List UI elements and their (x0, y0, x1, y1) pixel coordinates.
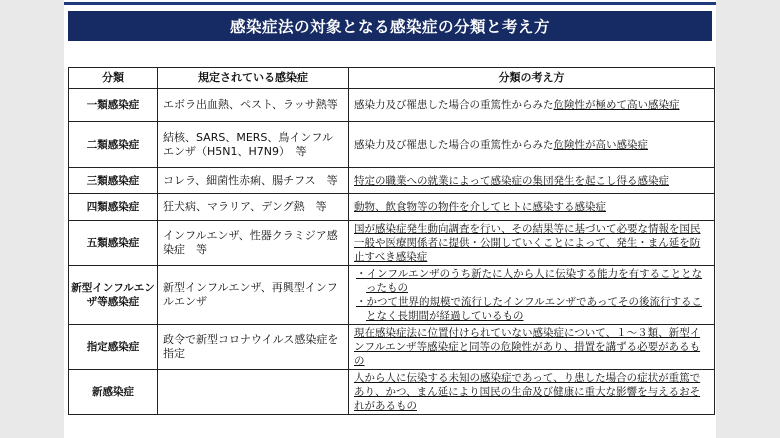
category-cell: 二類感染症 (69, 122, 158, 168)
classification-table (68, 67, 715, 415)
concept-bullet: ・かつて世界的規模で流行したインフルエンザであってその後流行することなく長期間が経過しているもの (356, 296, 702, 322)
category-cell: 新感染症 (69, 370, 158, 415)
table-row (69, 370, 715, 415)
page-title: 感染症法の対象となる感染症の分類と考え方 (229, 18, 550, 36)
concept-cell (349, 122, 715, 168)
concept-text: 感染力及び罹患した場合の重篤性からみた (354, 138, 554, 151)
concept-cell (349, 266, 715, 325)
concept-cell: 動物、飲食物等の物件を介してヒトに感染する感染症 (349, 194, 715, 221)
category-cell: 新型インフルエンザ等感染症 (69, 266, 158, 325)
header-concept: 分類の考え方 (349, 68, 715, 89)
concept-text: 感染力及び罹患した場合の重篤性からみた (354, 99, 554, 111)
category-cell: 三類感染症 (69, 168, 158, 194)
diseases-cell (158, 370, 349, 415)
concept-cell (349, 89, 715, 122)
table-row (69, 221, 715, 266)
slide (64, 0, 716, 438)
concept-bullet: ・インフルエンザのうち新たに人から人に伝染する能力を有することとなったもの (356, 268, 703, 294)
category-cell: 五類感染症 (69, 221, 158, 266)
concept-cell: 人から人に伝染する未知の感染症であって、り患した場合の症状が重篤であり、かつ、まん延により国民の生命及び健康に重大な影響を与えるおそれがあるもの (349, 370, 715, 415)
diseases-cell: インフルエンザ、性器クラミジア感染症 等 (158, 221, 349, 266)
table-row (69, 168, 715, 194)
table-row (69, 325, 715, 370)
table-header-row (69, 68, 715, 89)
diseases-cell: エボラ出血熱、ペスト、ラッサ熱等 (158, 89, 349, 122)
title-banner (68, 11, 712, 41)
table-row (69, 122, 715, 168)
concept-cell: 現在感染症法に位置付けられていない感染症について、１～３類、新型インフルエンザ等感染症と同等の危険性があり、措置を講ずる必要があるもの (349, 325, 715, 370)
diseases-cell: コレラ、細菌性赤痢、腸チフス 等 (158, 168, 349, 194)
diseases-cell: 結核、SARS、MERS、鳥インフルエンザ（H5N1、H7N9） 等 (158, 122, 349, 168)
header-diseases: 規定されている感染症 (158, 68, 349, 89)
concept-cell: 国が感染症発生動向調査を行い、その結果等に基づいて必要な情報を国民一般や医療関係者に提供・公開していくことによって、発生・まん延を防止すべき感染症 (349, 221, 715, 266)
top-rule (64, 2, 716, 5)
concept-cell: 特定の職業への就業によって感染症の集団発生を起こし得る感染症 (349, 168, 715, 194)
diseases-cell: 政令で新型コロナウイルス感染症を指定 (158, 325, 349, 370)
concept-emphasis: 危険性が極めて高い感染症 (553, 99, 680, 111)
table-row (69, 194, 715, 221)
category-cell: 一類感染症 (69, 89, 158, 122)
concept-emphasis: 危険性が高い感染症 (553, 138, 648, 151)
diseases-cell: 狂犬病、マラリア、デング熱 等 (158, 194, 349, 221)
category-cell: 指定感染症 (69, 325, 158, 370)
category-cell: 四類感染症 (69, 194, 158, 221)
diseases-cell: 新型インフルエンザ、再興型インフルエンザ (158, 266, 349, 325)
table-row (69, 266, 715, 325)
header-category: 分類 (69, 68, 158, 89)
table-row (69, 89, 715, 122)
